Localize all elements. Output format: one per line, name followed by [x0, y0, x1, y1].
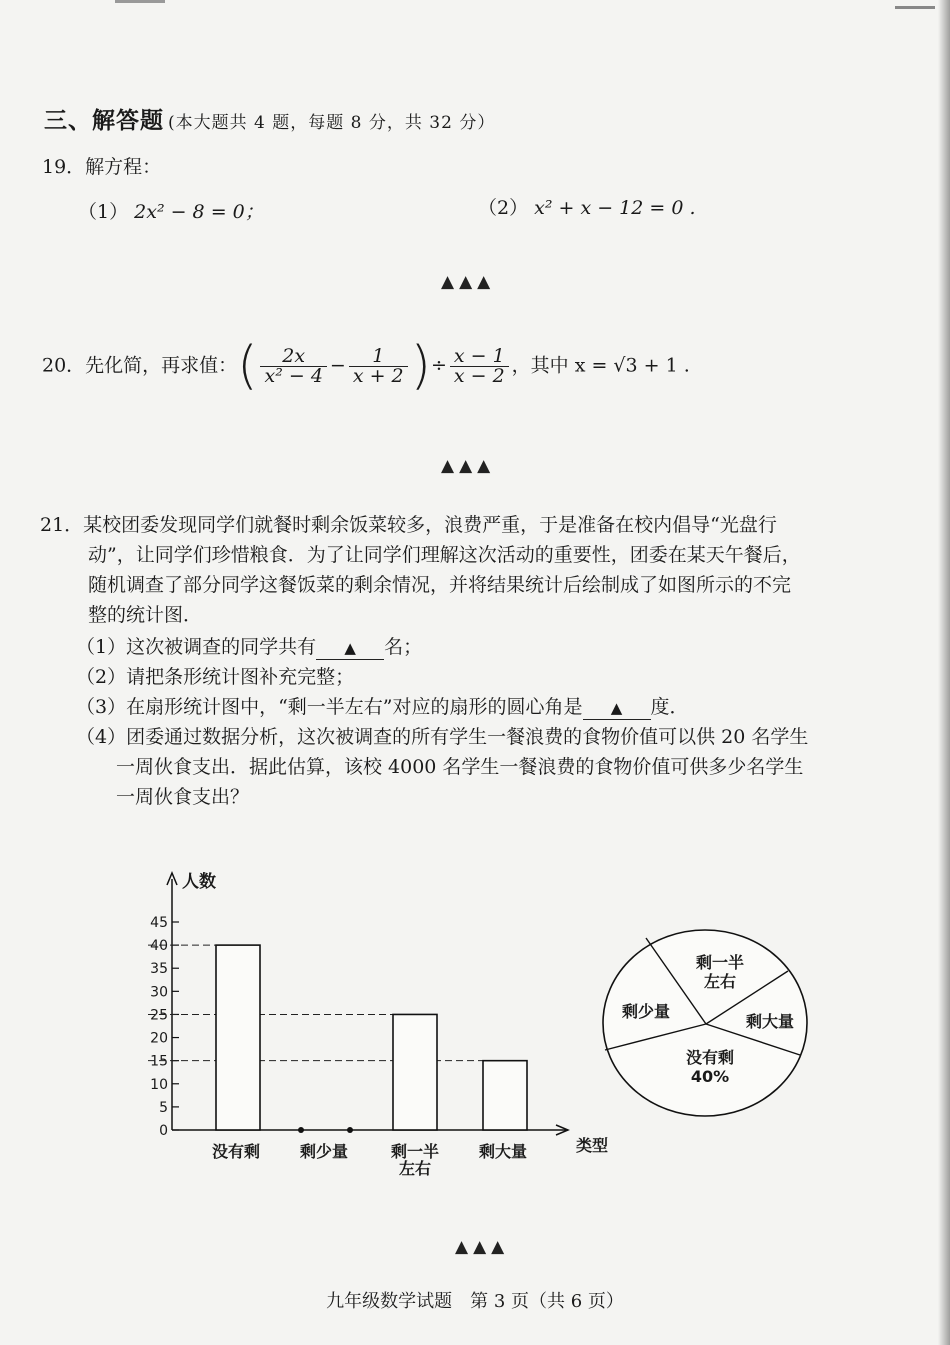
y-tick-label: 5: [159, 1099, 168, 1116]
category-label: 剩少量: [299, 1142, 349, 1161]
q21-sub3-text: （3）在扇形统计图中，“剩一半左右”对应的扇形的圆心角是: [76, 696, 583, 718]
left-paren: (: [237, 336, 258, 396]
q21-sub1-text: （1）这次被调查的同学共有: [76, 636, 317, 658]
q20-frac1-num: 2x: [260, 347, 326, 367]
bar-chart: [148, 871, 608, 1178]
q20-frac3-den: x − 2: [453, 364, 505, 387]
q21-sub1-after: 名；: [384, 636, 423, 658]
q20-frac2-den: x + 2: [352, 364, 404, 387]
q21-sub4-line2: 一周伙食支出．据此估算，该校 4000 名学生一餐浪费的食物价值可供多少名学生: [116, 756, 804, 778]
pie-slice-label: 左右: [703, 972, 737, 991]
answer-space-marks: ▲▲▲: [441, 456, 496, 476]
q19-part1-label: （1）: [78, 201, 129, 223]
pie-slice-label: 没有剩: [685, 1048, 735, 1067]
q21-sub4-line3: 一周伙食支出？: [116, 786, 250, 808]
section-note: (本大题共 4 题，每题 8 分，共 32 分）: [168, 113, 496, 133]
y-tick-label: 15: [150, 1053, 168, 1070]
answer-space-marks: ▲▲▲: [455, 1237, 510, 1257]
q20-frac2-num: 1: [349, 347, 408, 367]
answer-space-marks: ▲▲▲: [441, 272, 496, 292]
q19-part1-expr: 2x² − 8 = 0；: [134, 201, 264, 223]
q19-part2-expr: x² + x − 12 = 0 .: [534, 197, 696, 219]
q20-div: ÷: [430, 354, 447, 377]
pie-chart: [603, 930, 807, 1116]
q21-sub2: （2）请把条形统计图补充完整；: [76, 666, 355, 688]
q21-sub3-blank: ▲: [583, 697, 651, 720]
bar: [216, 945, 260, 1130]
page-footer: 九年级数学试题 第 3 页（共 6 页）: [326, 1291, 624, 1312]
q21-sub4-line1: （4）团委通过数据分析，这次被调查的所有学生一餐浪费的食物价值可以供 20 名学生: [76, 726, 809, 748]
y-axis-label: 人数: [182, 872, 216, 892]
q21-sub1-blank: ▲: [316, 637, 384, 660]
section-heading: 三、解答题: [44, 107, 164, 134]
q21-line3: 随机调查了部分同学这餐饭菜的剩余情况，并将结果统计后绘制成了如图所示的不完: [88, 574, 792, 596]
y-tick-label: 10: [150, 1076, 168, 1093]
y-tick-label: 35: [150, 961, 168, 978]
q19-label: 19．解方程：: [42, 156, 162, 178]
category-label: 剩大量: [478, 1142, 528, 1161]
y-tick-label: 0: [159, 1123, 168, 1139]
missing-bar-marker: [347, 1127, 353, 1133]
pie-slice-label: 剩大量: [745, 1012, 795, 1031]
bar: [393, 1014, 437, 1130]
missing-bar-marker: [298, 1127, 304, 1133]
pie-slice-label: 剩一半: [695, 953, 745, 972]
q21-line2: 动”，让同学们珍惜粮食．为了让同学们理解这次活动的重要性，团委在某天午餐后，: [88, 544, 801, 566]
y-tick-label: 20: [150, 1030, 168, 1047]
pie-slice-label: 40%: [690, 1067, 730, 1086]
category-label: 剩一半: [390, 1142, 440, 1161]
q20-label: 20．先化简，再求值：: [42, 354, 238, 377]
right-paren: ): [410, 336, 431, 396]
q21-line4: 整的统计图．: [88, 604, 203, 626]
category-label: 没有剩: [211, 1142, 261, 1161]
q21-sub3-after: 度．: [650, 696, 689, 718]
q21-line1: 21．某校团委发现同学们就餐时剩余饭菜较多，浪费严重，于是准备在校内倡导“光盘行: [40, 514, 777, 536]
x-axis-label: 类型: [576, 1136, 609, 1155]
y-tick-label: 25: [150, 1007, 168, 1024]
q19-part2-label: （2）: [478, 197, 529, 219]
y-tick-label: 30: [150, 984, 168, 1001]
q20-minus: −: [329, 354, 346, 377]
pie-slice-label: 剩少量: [621, 1002, 671, 1021]
q20-frac1-den: x² − 4: [264, 364, 323, 387]
bar: [483, 1061, 527, 1130]
y-tick-label: 40: [150, 938, 168, 955]
category-label: 左右: [398, 1159, 432, 1178]
q20-frac3-num: x − 1: [450, 347, 509, 367]
y-tick-label: 45: [150, 915, 168, 931]
q20-condition: ，其中 x = √3 + 1 .: [511, 354, 690, 377]
